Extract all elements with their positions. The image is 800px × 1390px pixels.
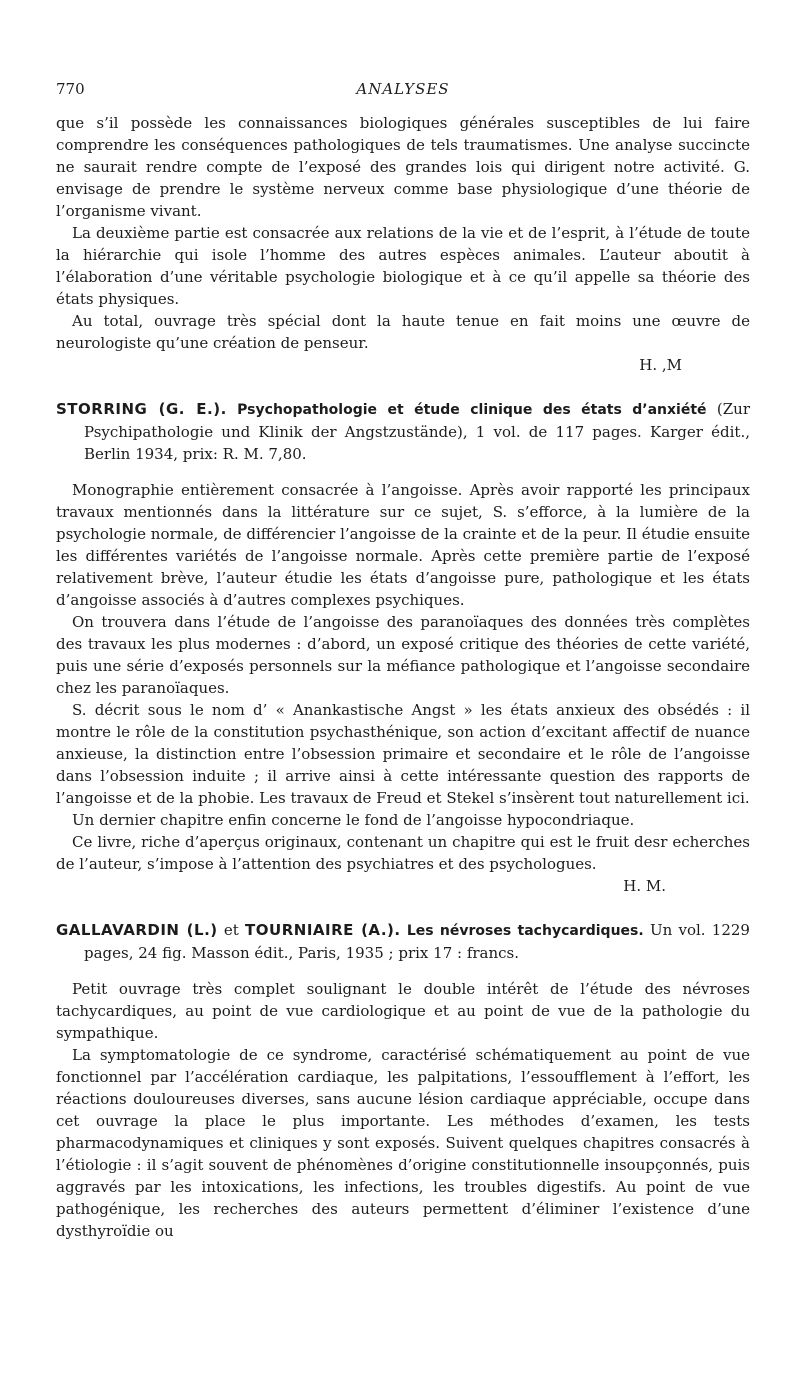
review-paragraph: On trouvera dans l’étude de l’angoisse des paranoïaques des données très complètes des travaux les plus modernes : d’abord, un exposé critique des théories de cette variété, puis une série d’exposés personnels sur la méfiance pathologique et l’angoisse secondaire chez les paranoïaques. xyxy=(56,613,750,697)
review-paragraph: Un dernier chapitre enfin concerne le fond de l’angoisse hypocondriaque. xyxy=(72,811,635,829)
author-name: GALLAVARDIN (L.) xyxy=(56,921,218,939)
reviewer-signature: H. ,M xyxy=(639,356,682,374)
author-name: STORRING (G. E.). xyxy=(56,400,227,418)
page-header xyxy=(56,80,750,98)
book-title: Psychopathologie et étude clinique des états d’anxiété xyxy=(237,402,707,418)
bibliographic-entry xyxy=(56,919,750,964)
review-paragraph: que s’il possède les connaissances biologiques générales susceptibles de lui faire comprendre les conséquences pathologiques de tels traumatismes. Une analyse succincte ne saurait rendre compte de l’exposé des grandes lois qui dirigent notre activité. G. envisage de prendre le système nerveux comme base physiologique d’une théorie de l’organisme vivant. xyxy=(56,114,750,220)
book-title: Les névroses tachycardiques. xyxy=(406,923,644,939)
author-name: TOURNIAIRE (A.). xyxy=(245,921,401,939)
review-paragraph: Petit ouvrage très complet soulignant le double intérêt de l’étude des névroses tachycardiques, au point de vue cardiologique et au point de vue de la pathologie du sympathique. xyxy=(56,980,750,1042)
publication-details: (Zur Psychipathologie und Klinik der Angstzustände), 1 vol. de 117 pages. Karger édit., Berlin 1934, prix: R. M. 7,80. xyxy=(84,400,750,463)
reviewer-signature: H. M. xyxy=(623,877,666,895)
review-paragraph: La symptomatologie de ce syndrome, caractérisé schématiquement au point de vue fonctionnel par l’accélération cardiaque, les palpitations, l’essoufflement à l’effort, les réactions douloureuses diverses, sans aucune lésion cardiaque appréciable, occupe dans cet ouvrage la place le plus importante. Les méthodes d’examen, les tests pharmacodynamiques et cliniques y sont exposés. Suivent quelques chapitres consacrés à l’étiologie : il s’agit souvent de phénomènes d’origine constitutionnelle insoupçonnés, puis aggravés par les intoxications, les infections, les troubles digestifs. Au point de vue pathogénique, les recherches des auteurs permettent d’éliminer l’existence d’une dysthyroïdie ou xyxy=(56,1046,750,1240)
review-paragraph: Monographie entièrement consacrée à l’angoisse. Après avoir rapporté les principaux travaux mentionnés dans la littérature sur ce sujet, S. s’efforce, à la lumière de la psychologie normale, de différencier l’angoisse de la crainte et de la peur. Il étudie ensuite les différentes variétés de l’angoisse normale. Après cette première partie de l’exposé relativement brève, l’auteur étudie les états d’angoisse pure, pathologique et les états d’angoisse associés à d’autres complexes psychiques. xyxy=(56,481,750,609)
review-gallavardin xyxy=(56,919,750,1242)
running-head: ANALYSES xyxy=(356,80,450,98)
review-paragraph: Au total, ouvrage très spécial dont la haute tenue en fait moins une œuvre de neurologiste qu’une création de penseur. xyxy=(56,312,750,352)
bibliographic-entry xyxy=(56,398,750,465)
review-paragraph: Ce livre, riche d’aperçus originaux, contenant un chapitre qui est le fruit desr echerches de l’auteur, s’impose à l’attention des psychiatres et des psychologues. xyxy=(56,833,750,873)
continued-review xyxy=(56,112,750,376)
publication-details: Un vol. 1229 pages, 24 fig. Masson édit., Paris, 1935 ; prix 17 : francs. xyxy=(84,921,750,962)
conjunction: et xyxy=(223,921,239,939)
review-storring xyxy=(56,398,750,897)
page-number: 770 xyxy=(56,80,85,98)
review-paragraph: La deuxième partie est consacrée aux relations de la vie et de l’esprit, à l’étude de toute la hiérarchie qui isole l’homme des autres espèces animales. L’auteur aboutit à l’élaboration d’une véritable psychologie biologique et à ce qu’il appelle sa théorie des états physiques. xyxy=(56,224,750,308)
review-paragraph: S. décrit sous le nom d’ « Anankastische Angst » les états anxieux des obsédés : il montre le rôle de la constitution psychasthénique, son action d’excitant affectif de nuance anxieuse, la distinction entre l’obsession primaire et secondaire et le rôle de l’angoisse dans l’obsession induite ; il arrive ainsi à cette intéressante question des rapports de l’angoisse et de la phobie. Les travaux de Freud et Stekel s’insèrent tout naturellement ici. xyxy=(56,701,750,807)
